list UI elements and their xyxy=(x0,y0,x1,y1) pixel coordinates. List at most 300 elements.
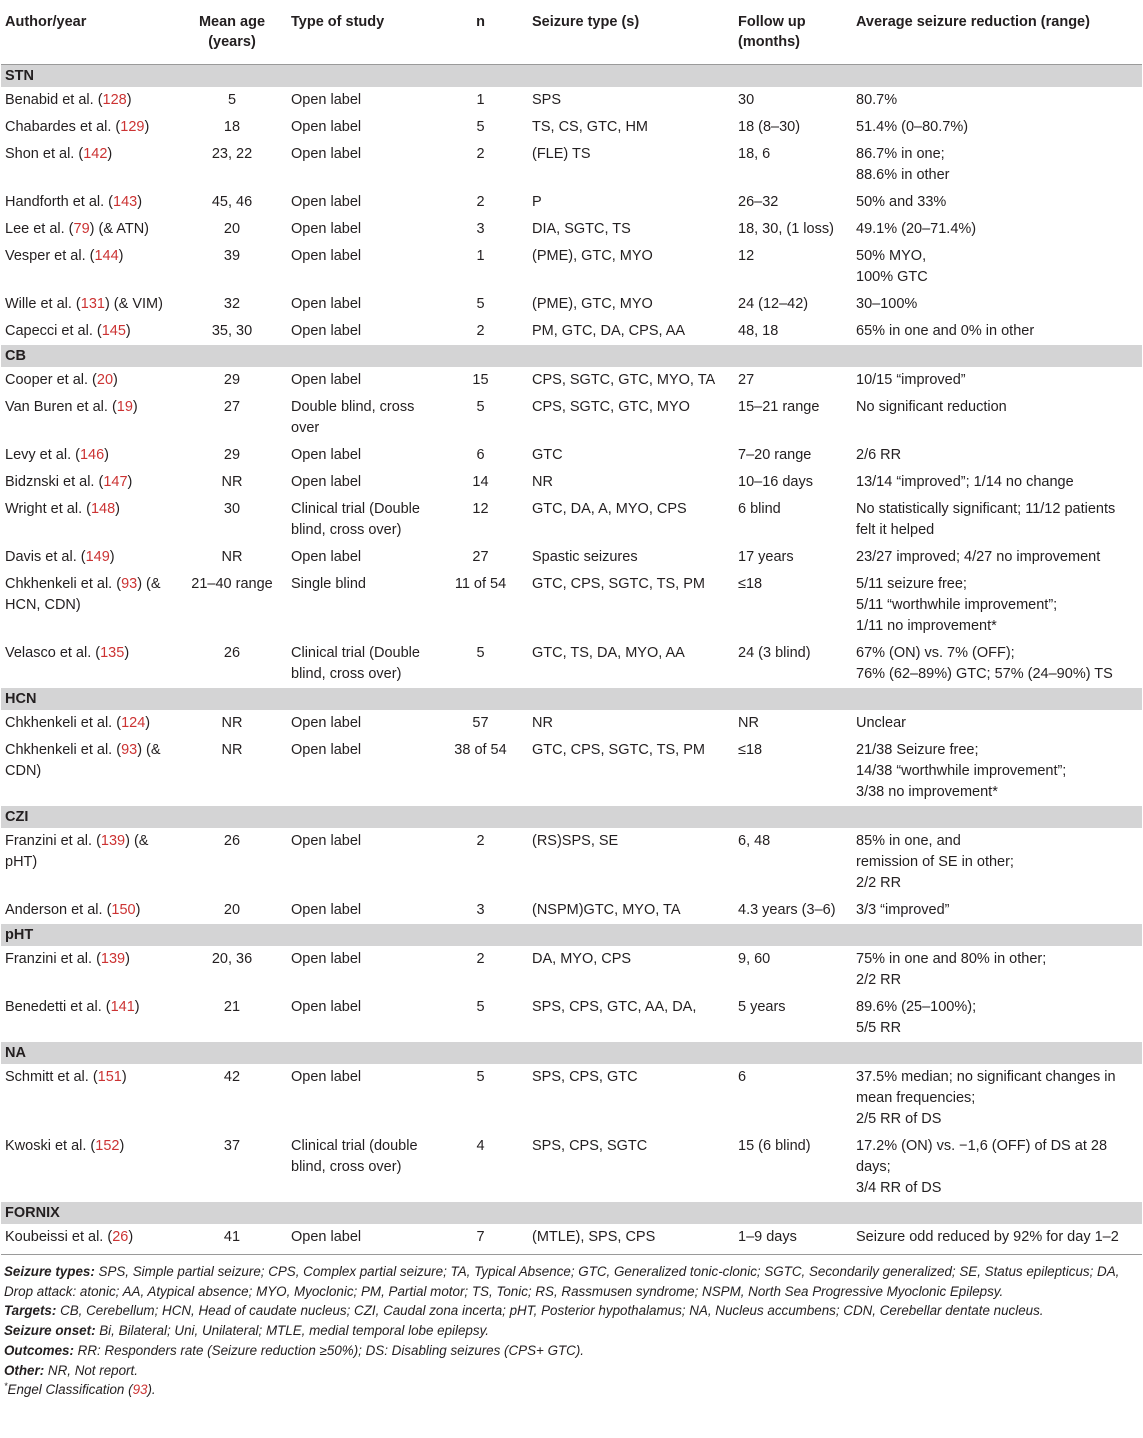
author-text: Chabardes et al. ( xyxy=(5,119,121,135)
table-row xyxy=(1,1133,1142,1202)
cell-author xyxy=(1,318,177,345)
dbs-studies-table xyxy=(1,0,1142,1255)
author-text: Wright et al. ( xyxy=(5,501,91,517)
cell-follow-up: ≤18 xyxy=(738,576,763,592)
cell-seizure-type: SPS xyxy=(532,92,562,108)
cell-seizure-type: (MTLE), SPS, CPS xyxy=(528,1224,734,1255)
cell-seizure-type: GTC xyxy=(532,447,563,463)
author-text: Franzini et al. ( xyxy=(5,951,101,967)
reference-link[interactable]: 79 xyxy=(73,221,90,237)
cell-mean-age: 18 xyxy=(223,119,241,135)
author-text: Capecci et al. ( xyxy=(5,323,102,339)
group-row-pht xyxy=(1,924,1142,946)
note-line xyxy=(4,1301,1139,1321)
cell-seizure-type: CPS, SGTC, GTC, MYO xyxy=(532,399,690,415)
cell-follow-up: 4.3 years (3–6) xyxy=(738,902,836,918)
author-text: Kwoski et al. ( xyxy=(5,1138,96,1154)
author-suffix: ) (& pHT) xyxy=(5,833,149,870)
reference-link[interactable]: 148 xyxy=(90,501,116,517)
note-label: Seizure types: xyxy=(4,1264,95,1279)
cell-study-type: Open label xyxy=(291,146,362,162)
note-label: Targets: xyxy=(4,1303,57,1319)
cell-study-type: Open label xyxy=(291,92,362,108)
author-suffix: ) xyxy=(118,248,124,264)
cell-author xyxy=(1,367,177,394)
cell-study-type: Open label xyxy=(291,248,362,264)
author-suffix: ) xyxy=(134,999,140,1015)
cell-author xyxy=(1,544,177,571)
author-suffix: ) xyxy=(145,715,151,731)
cell-study-type: Open label xyxy=(291,951,362,967)
cell-mean-age: 5 xyxy=(227,92,237,108)
cell-n: 3 xyxy=(476,902,485,918)
cell-seizure-type: (PME), GTC, MYO xyxy=(532,296,653,312)
cell-mean-age: NR xyxy=(221,549,243,565)
cell-seizure-reduction: 2/6 RR xyxy=(856,447,902,463)
footnote-engel xyxy=(4,1380,1139,1400)
cell-author xyxy=(1,828,177,897)
cell-follow-up: 1–9 days xyxy=(734,1224,852,1255)
cell-seizure-type: Spastic seizures xyxy=(532,549,638,565)
cell-author xyxy=(1,571,177,640)
note-text: NR, Not report. xyxy=(44,1362,138,1378)
cell-study-type: Open label xyxy=(287,1224,433,1255)
reference-link[interactable]: 143 xyxy=(113,194,138,210)
cell-mean-age: 45, 46 xyxy=(211,194,253,210)
cell-seizure-reduction: 65% in one and 0% in other xyxy=(856,323,1035,339)
note-text: SPS, Simple partial seizure; CPS, Complex partial seizure; TA, Typical Absence; GTC, Generalized tonic-clonic; SGTC, Secondarily generalized; SE, Status epilepticus; DA, Drop attack: atonic; AA, Atypical absence; MYO, Myoclonic; PM, Partial motor; TS, Tonic; RS, Rassmusen syndrome; NSPM, North Sea Progressive Myoclonic Epilepsy. xyxy=(4,1264,1120,1299)
cell-author xyxy=(1,710,177,737)
table-body xyxy=(1,65,1142,1255)
cell-follow-up: 24 (12–42) xyxy=(738,296,809,312)
table-row xyxy=(1,994,1142,1042)
table-row xyxy=(1,367,1142,394)
cell-seizure-reduction: 5/11 seizure free; 5/11 “worthwhile improvement”; 1/11 no improvement* xyxy=(856,576,1058,634)
cell-n: 5 xyxy=(476,399,485,415)
cell-n: 38 of 54 xyxy=(454,742,507,758)
table-row xyxy=(1,496,1142,544)
cell-follow-up: 15 (6 blind) xyxy=(738,1138,811,1154)
reference-link[interactable]: 124 xyxy=(121,715,146,731)
cell-author xyxy=(1,141,177,189)
cell-n: 15 xyxy=(472,372,489,388)
table-row xyxy=(1,571,1142,640)
cell-seizure-type: GTC, TS, DA, MYO, AA xyxy=(532,645,685,661)
cell-mean-age: 26 xyxy=(223,833,241,849)
note-text: Bi, Bilateral; Uni, Unilateral; MTLE, medial temporal lobe epilepsy. xyxy=(95,1323,489,1339)
group-row-czi xyxy=(1,806,1142,828)
cell-author xyxy=(1,1064,177,1133)
table-row xyxy=(1,243,1142,291)
note-text: RR: Responders rate (Seizure reduction ≥50%); DS: Disabling seizures (CPS+ GTC). xyxy=(73,1342,585,1358)
author-suffix: ) xyxy=(144,119,150,135)
cell-seizure-reduction: Unclear xyxy=(856,715,906,731)
cell-follow-up: 18, 30, (1 loss) xyxy=(738,221,834,237)
group-row-fornix xyxy=(1,1202,1142,1224)
cell-study-type: Open label xyxy=(291,742,362,758)
note-label: Other: xyxy=(4,1362,45,1378)
cell-study-type: Open label xyxy=(291,902,362,918)
cell-n: 2 xyxy=(476,951,485,967)
cell-author xyxy=(1,496,177,544)
cell-follow-up: NR xyxy=(738,715,759,731)
cell-n: 7 xyxy=(433,1224,528,1255)
reference-link[interactable]: 145 xyxy=(101,323,126,339)
table-row xyxy=(1,710,1142,737)
author-text: Vesper et al. ( xyxy=(5,248,95,264)
cell-n: 5 xyxy=(476,296,485,312)
header-study-type: Type of study xyxy=(287,0,433,65)
cell-seizure-type: (NSPM)GTC, MYO, TA xyxy=(532,902,681,918)
author-text: Franzini et al. ( xyxy=(5,833,101,849)
cell-n: 2 xyxy=(476,146,485,162)
footnote-suffix: ). xyxy=(147,1382,156,1398)
cell-mean-age: 39 xyxy=(223,248,241,264)
cell-mean-age: 29 xyxy=(223,447,241,463)
reference-link[interactable]: 141 xyxy=(110,999,135,1015)
reference-link[interactable]: 19 xyxy=(116,399,133,415)
table-row xyxy=(1,87,1142,114)
reference-link[interactable]: 142 xyxy=(83,146,108,162)
cell-mean-age: 30 xyxy=(223,501,241,517)
cell-mean-age: 20, 36 xyxy=(211,951,253,967)
cell-seizure-reduction: 67% (ON) vs. 7% (OFF); 76% (62–89%) GTC; 57% (24–90%) TS xyxy=(856,645,1113,682)
author-text: Chkhenkeli et al. ( xyxy=(5,742,122,758)
author-text: Anderson et al. ( xyxy=(5,902,112,918)
cell-n: 5 xyxy=(476,645,485,661)
cell-seizure-reduction: 10/15 “improved” xyxy=(856,372,966,388)
group-label: CB xyxy=(1,345,1142,367)
table-row xyxy=(1,469,1142,496)
author-suffix: ) (& HCN, CDN) xyxy=(5,576,161,613)
group-label: pHT xyxy=(1,924,1142,946)
author-suffix: ) xyxy=(104,447,109,463)
reference-link[interactable]: 131 xyxy=(80,296,105,312)
cell-seizure-type: SPS, CPS, GTC xyxy=(532,1069,638,1085)
table-row xyxy=(1,946,1142,994)
cell-seizure-type: DA, MYO, CPS xyxy=(532,951,632,967)
cell-seizure-reduction: 13/14 “improved”; 1/14 no change xyxy=(856,474,1074,490)
reference-link[interactable]: 151 xyxy=(97,1069,122,1085)
group-label: FORNIX xyxy=(1,1202,1142,1224)
cell-follow-up: 6 blind xyxy=(738,501,781,517)
cell-seizure-reduction: 80.7% xyxy=(856,92,898,108)
author-suffix: ) (& ATN) xyxy=(89,221,149,237)
cell-study-type: Clinical trial (double blind, cross over) xyxy=(291,1138,418,1175)
cell-n: 6 xyxy=(476,447,485,463)
cell-seizure-type: (RS)SPS, SE xyxy=(532,833,619,849)
author-text: Benedetti et al. ( xyxy=(5,999,111,1015)
cell-n: 3 xyxy=(476,221,485,237)
cell-seizure-type: (PME), GTC, MYO xyxy=(532,248,653,264)
header-seizure-reduction: Average seizure reduction (range) xyxy=(852,0,1142,65)
author-suffix: ) xyxy=(137,194,143,210)
cell-follow-up: 6 xyxy=(738,1069,747,1085)
footnote-ref-link[interactable]: 93 xyxy=(132,1382,148,1398)
reference-link[interactable]: 144 xyxy=(94,248,119,264)
cell-author xyxy=(1,1133,177,1202)
author-suffix: ) xyxy=(125,323,131,339)
cell-seizure-type: DIA, SGTC, TS xyxy=(532,221,631,237)
author-text: Cooper et al. ( xyxy=(5,372,97,388)
cell-n: 2 xyxy=(476,833,485,849)
cell-mean-age: 21 xyxy=(223,999,241,1015)
reference-link[interactable]: 139 xyxy=(100,833,126,849)
cell-n: 5 xyxy=(476,1069,485,1085)
header-mean-age: Mean age (years) xyxy=(177,0,287,65)
table-row xyxy=(1,1064,1142,1133)
reference-link[interactable]: 93 xyxy=(121,576,138,592)
cell-study-type: Open label xyxy=(291,194,362,210)
cell-follow-up: 18, 6 xyxy=(738,146,771,162)
cell-seizure-reduction: 37.5% median; no significant changes in mean frequencies; 2/5 RR of DS xyxy=(856,1069,1116,1127)
note-line xyxy=(4,1262,1139,1301)
table-header-row xyxy=(1,0,1142,65)
cell-study-type: Open label xyxy=(291,447,362,463)
cell-mean-age: NR xyxy=(221,715,243,731)
group-row-hcn xyxy=(1,688,1142,710)
cell-study-type: Open label xyxy=(291,296,362,312)
cell-seizure-reduction: 89.6% (25–100%); 5/5 RR xyxy=(856,999,977,1036)
cell-mean-age: 23, 22 xyxy=(211,146,253,162)
table-row xyxy=(1,216,1142,243)
table-row xyxy=(1,1224,1142,1255)
cell-follow-up: ≤18 xyxy=(738,742,763,758)
reference-link[interactable]: 146 xyxy=(79,447,105,463)
reference-link[interactable]: 20 xyxy=(96,372,114,388)
author-text: Lee et al. ( xyxy=(5,221,74,237)
cell-seizure-reduction: Seizure odd reduced by 92% for day 1–2 xyxy=(852,1224,1142,1255)
author-text: Van Buren et al. ( xyxy=(5,399,117,415)
cell-author xyxy=(1,994,177,1042)
cell-study-type: Open label xyxy=(291,833,362,849)
cell-author xyxy=(1,1224,177,1255)
cell-follow-up: 18 (8–30) xyxy=(738,119,801,135)
author-text: Benabid et al. ( xyxy=(5,92,103,108)
table-row xyxy=(1,114,1142,141)
author-text: Schmitt et al. ( xyxy=(5,1069,98,1085)
cell-n: 14 xyxy=(472,474,489,490)
cell-study-type: Clinical trial (Double blind, cross over) xyxy=(291,501,420,538)
reference-link[interactable]: 147 xyxy=(103,474,128,490)
cell-mean-age: 35, 30 xyxy=(211,323,253,339)
cell-author xyxy=(1,737,177,806)
footnote-mark: * xyxy=(4,1381,8,1392)
author-text: Chkhenkeli et al. ( xyxy=(5,715,122,731)
author-suffix: ) xyxy=(128,1229,134,1245)
cell-seizure-reduction: 30–100% xyxy=(856,296,918,312)
cell-author xyxy=(1,291,177,318)
note-label: Outcomes: xyxy=(4,1342,74,1358)
cell-seizure-reduction: No significant reduction xyxy=(856,399,1007,415)
header-follow-up: Follow up (months) xyxy=(734,0,852,65)
author-suffix: ) xyxy=(119,1138,125,1154)
cell-seizure-reduction: 21/38 Seizure free; 14/38 “worthwhile improvement”; 3/38 no improvement* xyxy=(856,742,1067,800)
cell-study-type: Open label xyxy=(291,372,362,388)
author-suffix: ) xyxy=(126,92,132,108)
table-row xyxy=(1,737,1142,806)
cell-mean-age: 32 xyxy=(223,296,241,312)
cell-study-type: Double blind, cross over xyxy=(291,399,415,436)
cell-seizure-reduction: 50% MYO, 100% GTC xyxy=(856,248,928,285)
cell-author xyxy=(1,216,177,243)
cell-seizure-reduction: 3/3 “improved” xyxy=(856,902,950,918)
table-row xyxy=(1,291,1142,318)
author-suffix: ) xyxy=(109,549,115,565)
author-text: Levy et al. ( xyxy=(5,447,80,463)
group-row-na xyxy=(1,1042,1142,1064)
cell-study-type: Open label xyxy=(291,999,362,1015)
cell-follow-up: 27 xyxy=(738,372,755,388)
cell-seizure-type: PM, GTC, DA, CPS, AA xyxy=(532,323,686,339)
reference-link[interactable]: 135 xyxy=(100,645,125,661)
cell-mean-age: 20 xyxy=(223,902,241,918)
table-row xyxy=(1,544,1142,571)
author-text: Handforth et al. ( xyxy=(5,194,113,210)
cell-author xyxy=(1,442,177,469)
author-suffix: ) xyxy=(115,501,120,517)
author-suffix: ) xyxy=(121,1069,127,1085)
table-row xyxy=(1,828,1142,897)
reference-link[interactable]: 139 xyxy=(100,951,126,967)
cell-seizure-type: NR xyxy=(532,715,553,731)
cell-follow-up: 12 xyxy=(738,248,755,264)
cell-mean-age: 41 xyxy=(177,1224,287,1255)
cell-follow-up: 7–20 range xyxy=(738,447,812,463)
cell-seizure-reduction: 86.7% in one; 88.6% in other xyxy=(856,146,950,183)
cell-n: 11 of 54 xyxy=(454,576,507,592)
author-text: Davis et al. ( xyxy=(5,549,86,565)
cell-mean-age: NR xyxy=(221,742,243,758)
cell-n: 5 xyxy=(476,119,485,135)
cell-mean-age: 26 xyxy=(223,645,241,661)
cell-seizure-type: (FLE) TS xyxy=(532,146,591,162)
cell-study-type: Open label xyxy=(291,549,362,565)
cell-author xyxy=(1,189,177,216)
cell-seizure-reduction: 51.4% (0–80.7%) xyxy=(856,119,969,135)
cell-seizure-reduction: 17.2% (ON) vs. −1,6 (OFF) of DS at 28 days; 3/4 RR of DS xyxy=(856,1138,1108,1196)
table-notes xyxy=(0,1255,1143,1400)
cell-study-type: Open label xyxy=(291,715,362,731)
cell-author xyxy=(1,640,177,688)
author-suffix: ) xyxy=(107,146,113,162)
reference-link[interactable]: 129 xyxy=(120,119,145,135)
cell-mean-age: 20 xyxy=(223,221,241,237)
header-seizure-type: Seizure type (s) xyxy=(528,0,734,65)
note-label: Seizure onset: xyxy=(4,1323,96,1339)
cell-mean-age: NR xyxy=(221,474,243,490)
author-suffix: ) xyxy=(125,951,130,967)
group-row-stn xyxy=(1,65,1142,88)
reference-link[interactable]: 128 xyxy=(102,92,127,108)
reference-link[interactable]: 150 xyxy=(111,902,136,918)
cell-follow-up: 26–32 xyxy=(738,194,779,210)
note-line xyxy=(4,1321,1139,1341)
cell-n: 5 xyxy=(476,999,485,1015)
author-suffix: ) xyxy=(135,902,141,918)
table-row xyxy=(1,640,1142,688)
author-suffix: ) xyxy=(124,645,130,661)
cell-seizure-reduction: 23/27 improved; 4/27 no improvement xyxy=(856,549,1101,565)
author-text: Shon et al. ( xyxy=(5,146,84,162)
cell-follow-up: 5 years xyxy=(738,999,786,1015)
cell-n: 1 xyxy=(476,248,485,264)
group-label: CZI xyxy=(1,806,1142,828)
note-text: CB, Cerebellum; HCN, Head of caudate nucleus; CZI, Caudal zona incerta; pHT, Posterior hypothalamus; NA, Nucleus accumbens; CDN, Cerebellar dentate nucleus. xyxy=(56,1303,1044,1319)
cell-follow-up: 24 (3 blind) xyxy=(738,645,811,661)
table-row xyxy=(1,394,1142,442)
cell-seizure-reduction: 85% in one, and remission of SE in other; 2/2 RR xyxy=(856,833,1014,891)
cell-seizure-type: GTC, CPS, SGTC, TS, PM xyxy=(532,576,705,592)
table-row xyxy=(1,189,1142,216)
cell-study-type: Open label xyxy=(291,221,362,237)
table-row xyxy=(1,897,1142,924)
cell-seizure-reduction: 50% and 33% xyxy=(856,194,947,210)
cell-author xyxy=(1,114,177,141)
cell-seizure-reduction: No statistically significant; 11/12 patients felt it helped xyxy=(856,501,1116,538)
reference-link[interactable]: 26 xyxy=(112,1229,129,1245)
cell-seizure-type: NR xyxy=(532,474,553,490)
cell-follow-up: 10–16 days xyxy=(738,474,813,490)
cell-n: 12 xyxy=(472,501,489,517)
table-row xyxy=(1,442,1142,469)
cell-study-type: Clinical trial (Double blind, cross over) xyxy=(291,645,420,682)
cell-follow-up: 15–21 range xyxy=(738,399,820,415)
cell-n: 2 xyxy=(476,194,485,210)
header-n: n xyxy=(433,0,528,65)
cell-author xyxy=(1,87,177,114)
cell-author xyxy=(1,469,177,496)
note-line xyxy=(4,1341,1139,1361)
cell-n: 1 xyxy=(476,92,485,108)
header-author: Author/year xyxy=(1,0,177,65)
reference-link[interactable]: 93 xyxy=(121,742,138,758)
reference-link[interactable]: 152 xyxy=(95,1138,120,1154)
cell-seizure-type: P xyxy=(532,194,542,210)
cell-author xyxy=(1,394,177,442)
cell-author xyxy=(1,243,177,291)
cell-seizure-type: SPS, CPS, SGTC xyxy=(532,1138,648,1154)
cell-mean-age: 21–40 range xyxy=(191,576,273,592)
group-label: STN xyxy=(1,65,1142,88)
group-label: NA xyxy=(1,1042,1142,1064)
author-text: Chkhenkeli et al. ( xyxy=(5,576,122,592)
author-suffix: ) (& CDN) xyxy=(5,742,161,779)
cell-study-type: Single blind xyxy=(291,576,366,592)
author-text: Velasco et al. ( xyxy=(5,645,101,661)
cell-author xyxy=(1,946,177,994)
cell-follow-up: 9, 60 xyxy=(738,951,771,967)
cell-mean-age: 42 xyxy=(223,1069,241,1085)
cell-seizure-type: GTC, CPS, SGTC, TS, PM xyxy=(532,742,705,758)
notes-list xyxy=(4,1262,1139,1380)
cell-seizure-reduction: 49.1% (20–71.4%) xyxy=(856,221,977,237)
table-row xyxy=(1,141,1142,189)
cell-follow-up: 17 years xyxy=(738,549,794,565)
reference-link[interactable]: 149 xyxy=(85,549,110,565)
author-suffix: ) (& VIM) xyxy=(104,296,163,312)
cell-seizure-type: SPS, CPS, GTC, AA, DA, xyxy=(532,999,697,1015)
author-suffix: ) xyxy=(132,399,138,415)
cell-seizure-type: TS, CS, GTC, HM xyxy=(532,119,648,135)
cell-n: 57 xyxy=(472,715,489,731)
group-label: HCN xyxy=(1,688,1142,710)
cell-study-type: Open label xyxy=(291,474,362,490)
cell-mean-age: 37 xyxy=(223,1138,241,1154)
author-text: Bidznski et al. ( xyxy=(5,474,104,490)
cell-n: 27 xyxy=(472,549,489,565)
cell-follow-up: 30 xyxy=(738,92,755,108)
